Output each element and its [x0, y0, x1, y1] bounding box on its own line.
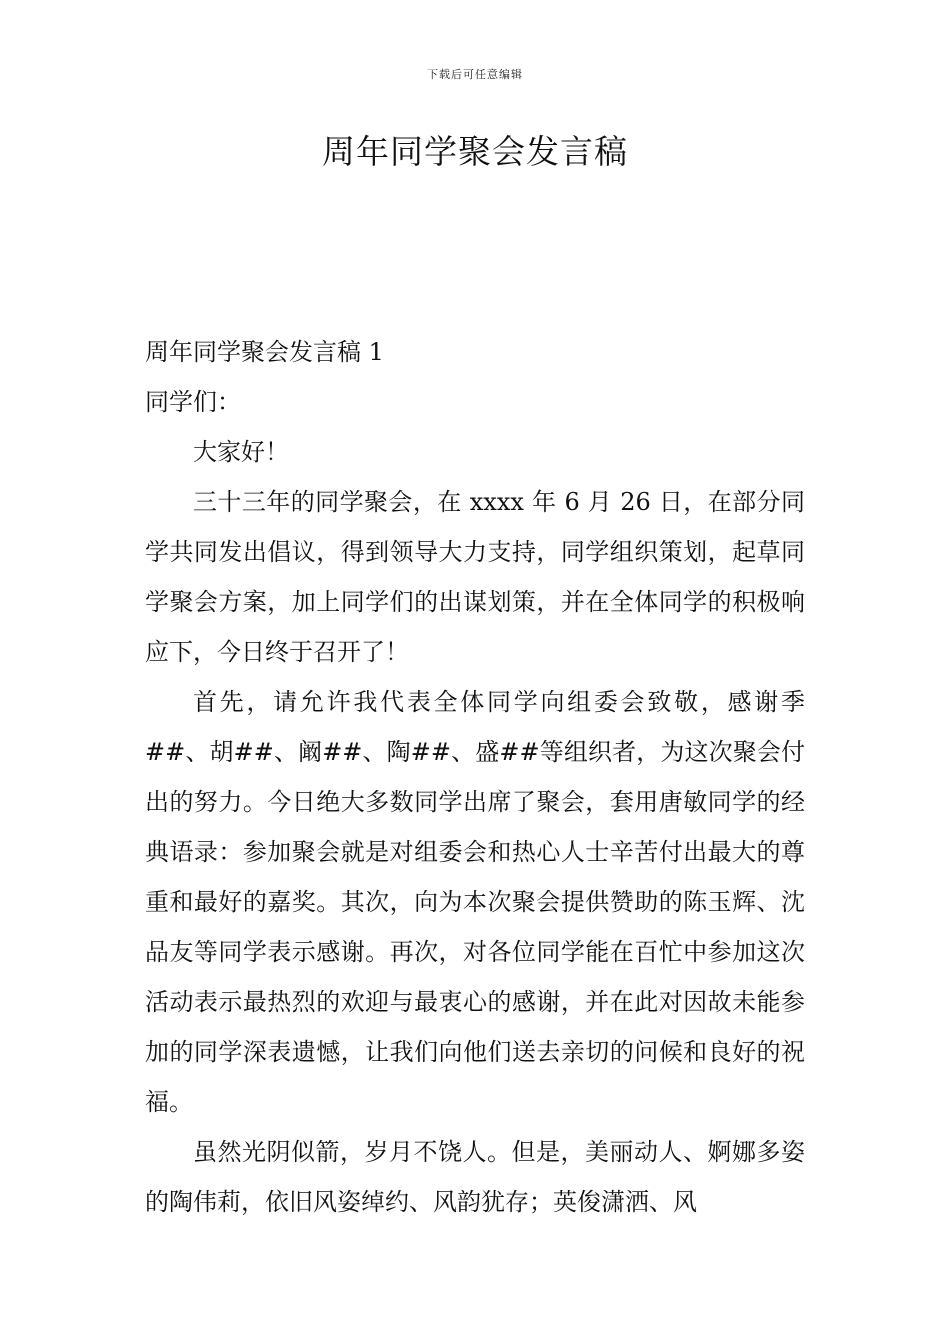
section-subtitle: 周年同学聚会发言稿 1: [145, 338, 384, 366]
paragraph-thanks: 首先，请允许我代表全体同学向组委会致敬，感谢季##、胡##、阚##、陶##、盛##等组织者，为这次聚会付出的努力。今日绝大多数同学出席了聚会，套用唐敏同学的经典语录：参加聚会就是对组委会和热心人士辛苦付出最大的尊重和最好的嘉奖。其次，向为本次聚会提供赞助的陈玉辉、沈品友等同学表示感谢。再次，对各位同学能在百忙中参加这次活动表示最热烈的欢迎与最衷心的感谢，并在此对因故未能参加的同学深表遗憾，让我们向他们送去亲切的问候和良好的祝福。: [145, 688, 805, 1116]
document-body: [145, 327, 805, 1227]
paragraph-opening: 三十三年的同学聚会，在 xxxx 年 6 月 26 日，在部分同学共同发出倡议，得到领导大力支持，同学组织策划，起草同学聚会方案，加上同学们的出谋划策，并在全体同学的积极响应下，今日终于召开了！: [145, 488, 805, 666]
paragraph-greeting: 大家好！: [193, 438, 289, 466]
salutation: 同学们：: [145, 388, 241, 416]
paragraph-time: 虽然光阴似箭，岁月不饶人。但是，美丽动人、婀娜多姿的陶伟莉，依旧风姿绰约、风韵犹存；英俊潇洒、风: [145, 1138, 805, 1216]
document-title: 周年同学聚会发言稿: [322, 132, 628, 171]
header-note: 下载后可任意编辑: [427, 68, 523, 81]
